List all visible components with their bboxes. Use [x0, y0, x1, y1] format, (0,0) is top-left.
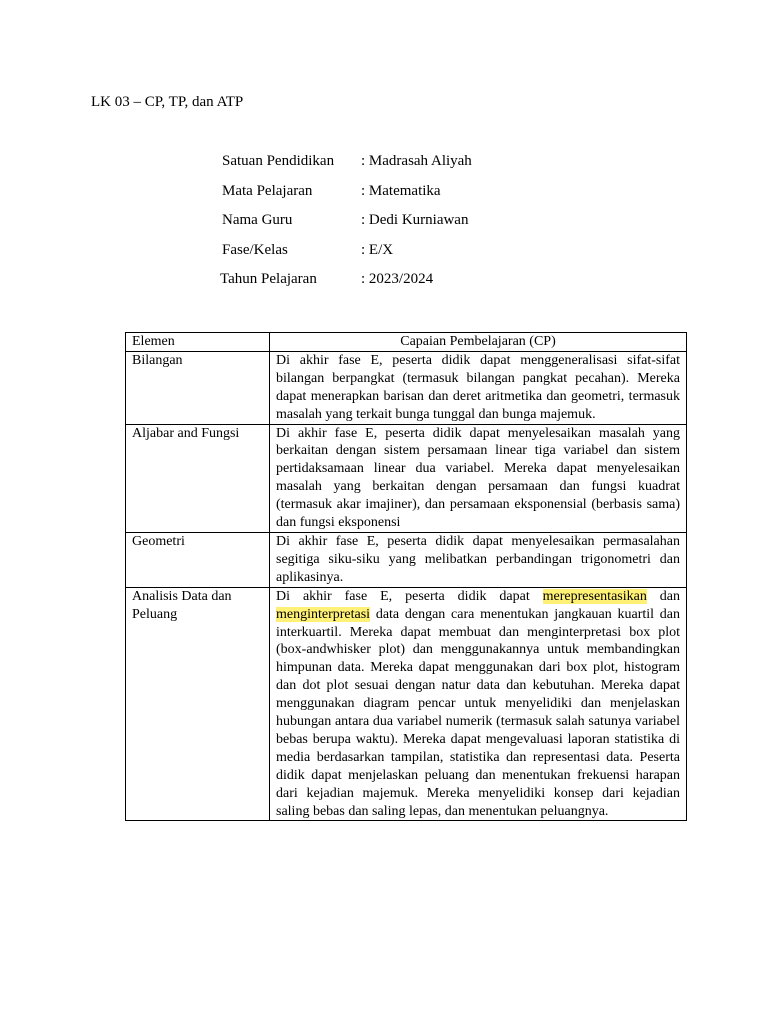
elemen-cell: Analisis Data dan Peluang	[126, 587, 270, 821]
cp-table	[125, 332, 687, 821]
info-label: Nama Guru	[222, 212, 293, 229]
header-cp: Capaian Pembelajaran (CP)	[270, 333, 687, 352]
cp-cell	[270, 587, 687, 821]
info-label: Satuan Pendidikan	[222, 153, 335, 169]
info-value: : 2023/2024	[361, 271, 434, 288]
cp-text: Di akhir fase E, peserta didik dapat	[276, 588, 543, 604]
info-value: : Dedi Kurniawan	[361, 212, 469, 229]
info-value: : Matematika	[361, 182, 441, 199]
info-value: : E/X	[361, 241, 394, 258]
cp-cell: Di akhir fase E, peserta didik dapat menggeneralisasi sifat-sifat bilangan berpangkat (termasuk bilangan pangkat pecahan). Mereka dapat menerapkan barisan dan deret aritmetika dan geometri, termasuk masalah yang terkait bunga tunggal dan bunga majemuk.	[270, 351, 687, 424]
highlighted-text: merepresentasikan	[542, 588, 647, 604]
elemen-cell: Geometri	[126, 532, 270, 587]
elemen-cell: Aljabar and Fungsi	[126, 424, 270, 532]
cp-text: data dengan cara menentukan jangkauan kuartil dan interkuartil. Mereka dapat membuat dan menginterpretasi box plot (box-andwhisker plot) dan menggunakannya untuk membandingkan himpunan data. Mereka dapat menggunakan dari box plot, histogram dan dot plot sesuai dengan natur data dan kebutuhan. Mereka dapat menggunakan diagram pencar untuk menyelidiki dan menjelaskan hubungan antara dua variabel numerik (termasuk salah satunya variabel bebas berupa waktu). Mereka dapat mengevaluasi laporan statistika di media berdasarkan tampilan, statistika dan representasi data. Peserta didik dapat menjelaskan peluang dan menentukan frekuensi harapan dari kejadian majemuk. Mereka menyelidiki konsep dari kejadian saling bebas dan saling lepas, dan menentukan peluangnya.	[276, 606, 680, 819]
table-row	[126, 587, 687, 821]
cp-cell: Di akhir fase E, peserta didik dapat menyelesaikan permasalahan segitiga siku-siku yang melibatkan perbandingan trigonometri dan aplikasinya.	[270, 532, 687, 587]
table-row	[126, 424, 687, 532]
elemen-cell: Bilangan	[126, 351, 270, 424]
header-elemen: Elemen	[126, 333, 270, 352]
highlighted-text: menginterpretasi	[276, 606, 371, 622]
cp-cell: Di akhir fase E, peserta didik dapat menyelesaikan masalah yang berkaitan dengan sistem persamaan linear tiga variabel dan sistem pertidaksamaan linear dua variabel. Mereka dapat menyelesaikan masalah yang berkaitan dengan persamaan dan fungsi kuadrat (termasuk akar imajiner), dan persamaan eksponensial (berbasis sama) dan fungsi eksponensi	[270, 424, 687, 532]
table-header-row	[126, 333, 687, 352]
document-title: LK 03 – CP, TP, dan ATP	[91, 94, 244, 110]
cp-text: dan	[646, 588, 680, 604]
info-value: : Madrasah Aliyah	[361, 153, 472, 169]
info-label: Tahun Pelajaran	[220, 271, 317, 288]
table-row	[126, 532, 687, 587]
info-label: Fase/Kelas	[222, 241, 288, 258]
table-row	[126, 351, 687, 424]
info-label: Mata Pelajaran	[222, 182, 313, 199]
